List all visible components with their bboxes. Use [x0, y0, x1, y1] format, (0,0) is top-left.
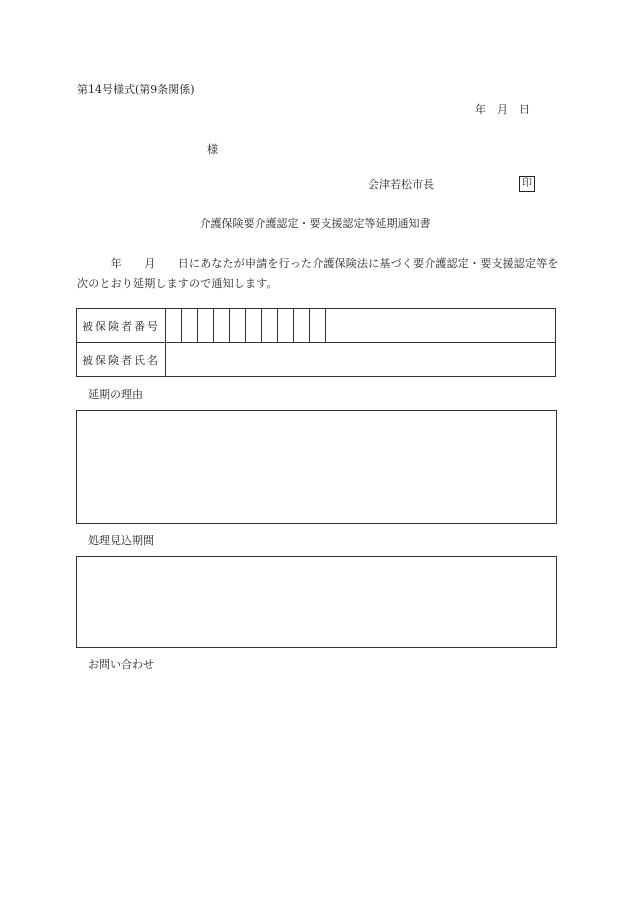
date-line: 年 月 日 — [475, 103, 530, 116]
insured-name-label: 被保険者氏名 — [77, 343, 166, 377]
insured-number-digit-cell — [198, 309, 214, 342]
insured-number-digit-cell — [246, 309, 262, 342]
insured-number-digit-cell — [310, 309, 326, 342]
insured-number-label: 被保険者番号 — [77, 309, 166, 343]
form-number: 第14号様式(第9条関係) — [77, 83, 195, 96]
insured-number-digit-cell — [262, 309, 278, 342]
insured-number-digit-cell — [278, 309, 294, 342]
addressee-suffix: 様 — [207, 143, 218, 156]
processing-period-label: 処理見込期間 — [88, 534, 154, 547]
insured-name-row — [77, 343, 556, 377]
insured-number-digit-cell — [214, 309, 230, 342]
processing-period-box — [76, 556, 557, 648]
reason-label: 延期の理由 — [88, 388, 143, 401]
insured-name-field — [166, 343, 556, 377]
inquiries-label: お問い合わせ — [88, 658, 154, 671]
insured-number-digit-cell — [166, 309, 182, 342]
insured-number-digits — [166, 309, 555, 342]
insured-number-row — [77, 309, 556, 343]
reason-box — [76, 410, 557, 524]
document-title: 介護保険要介護認定・要支援認定等延期通知書 — [199, 217, 431, 230]
issuer-name: 会津若松市長 — [368, 178, 434, 191]
insured-number-digit-cell — [182, 309, 198, 342]
insured-info-table — [76, 308, 556, 377]
notice-body: 年 月 日にあなたが申請を行った介護保険法に基づく要介護認定・要支援認定等を次のとおり延期しますので通知します。 — [77, 257, 559, 290]
seal-mark: 印 — [519, 176, 535, 192]
insured-number-field — [166, 309, 556, 343]
insured-number-digit-cell — [230, 309, 246, 342]
insured-number-digit-cell — [294, 309, 310, 342]
